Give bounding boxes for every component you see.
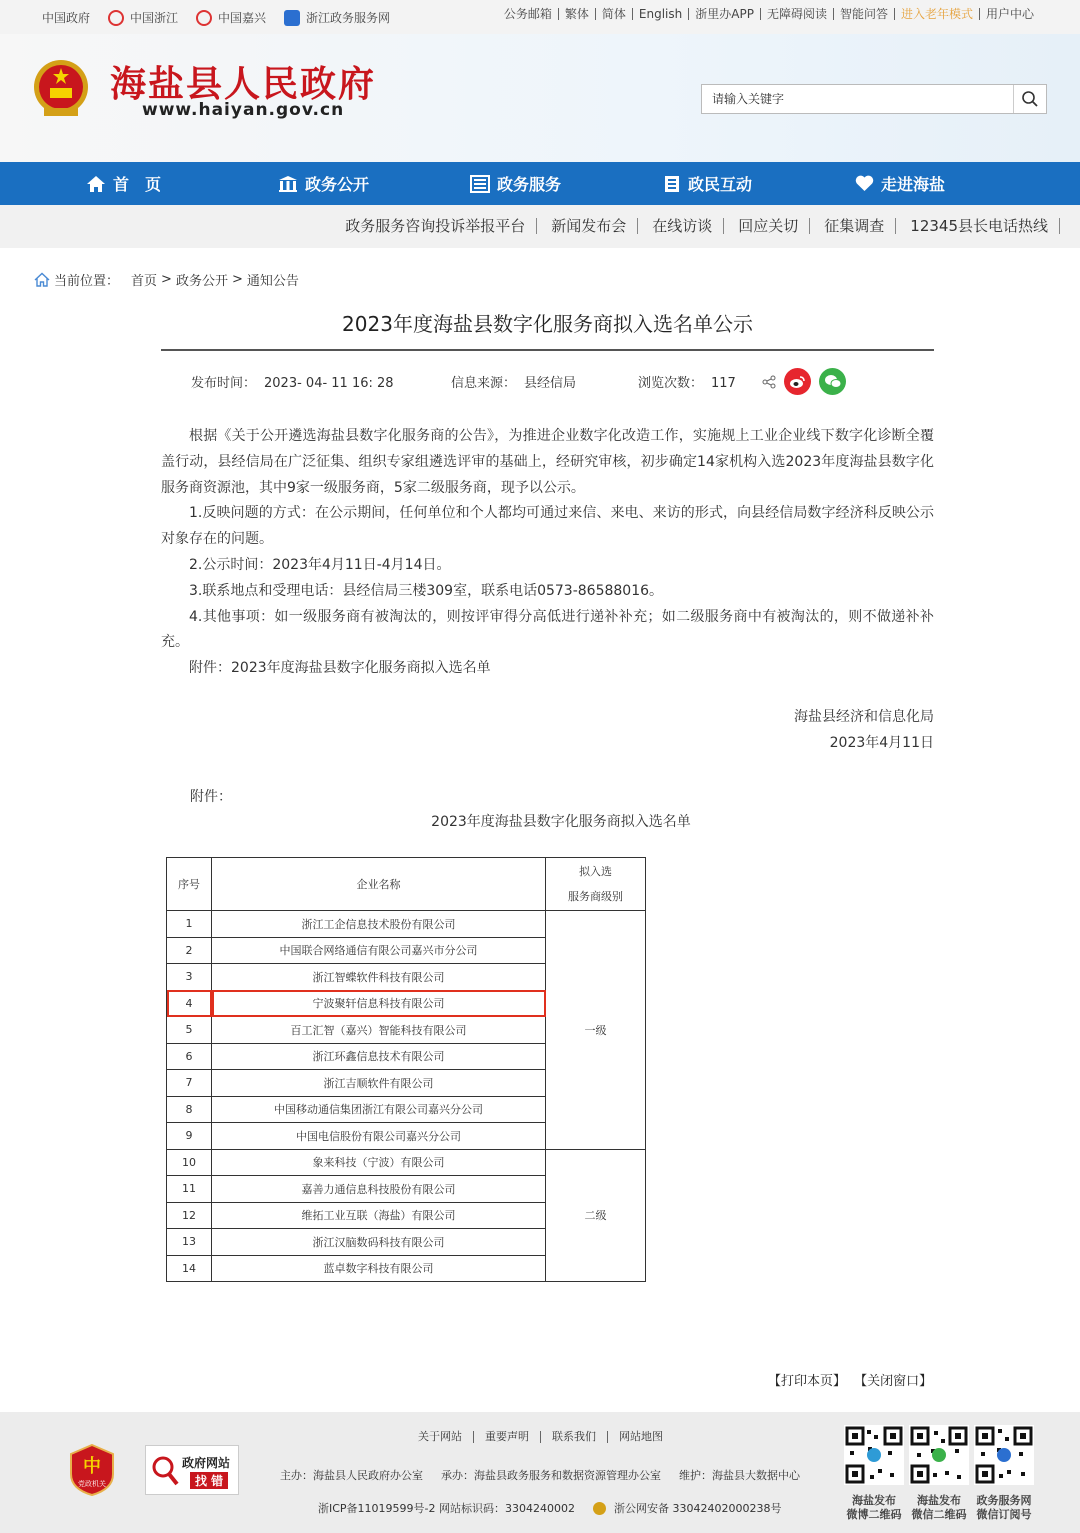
table-row: 10 象来科技（宁波）有限公司 二级 — [167, 1149, 646, 1176]
list-icon — [470, 175, 490, 193]
footer-host: 主办：海盐县人民政府办公室 — [280, 1469, 423, 1482]
header-level: 拟入选 服务商级别 — [546, 858, 646, 911]
article-title: 2023年度海盐县数字化服务商拟入选名单公示 — [342, 312, 753, 336]
subnav-hotline[interactable]: 12345县长电话热线 — [896, 218, 1060, 234]
magnifier-icon — [150, 1454, 180, 1488]
search-button[interactable] — [1013, 85, 1046, 113]
breadcrumb-sep: > — [231, 272, 243, 287]
share-icon[interactable] — [762, 375, 776, 389]
sub-nav — [0, 205, 1080, 248]
nav-gov-service[interactable]: 政务服务 — [470, 162, 561, 205]
article-body — [161, 424, 934, 682]
gov-site-error-report-badge[interactable]: 政府网站 找 错 — [145, 1445, 239, 1495]
attachment-label: 附件： — [190, 789, 232, 805]
table-row-highlighted: 4 宁波聚轩信息科技有限公司 — [167, 990, 646, 1017]
title-divider — [161, 349, 934, 351]
level-cell-2: 二级 — [546, 1149, 646, 1282]
table-row: 5 百工汇智（嘉兴）智能科技有限公司 — [167, 1017, 646, 1044]
footer-about[interactable]: 关于网站 — [418, 1430, 462, 1443]
table-row: 6 浙江环鑫信息技术有限公司 — [167, 1043, 646, 1070]
table-row: 13 浙江汉脑数码科技有限公司 — [167, 1229, 646, 1256]
breadcrumb — [34, 270, 299, 289]
sign-date: 2023年4月11日 — [829, 735, 934, 751]
view-count: 浏览次数： 117 — [638, 376, 736, 391]
info-source: 信息来源： 县经信局 — [451, 376, 577, 391]
share-bar — [762, 368, 846, 395]
table-row: 8 中国移动通信集团浙江有限公司嘉兴分公司 — [167, 1096, 646, 1123]
header-no: 序号 — [167, 858, 212, 911]
link-english[interactable]: English — [632, 8, 688, 20]
breadcrumb-home[interactable]: 首页 — [131, 274, 158, 289]
footer-contact[interactable]: 联系我们 — [540, 1431, 607, 1443]
site-url: www.haiyan.gov.cn — [142, 100, 345, 120]
breadcrumb-label: 当前位置： — [54, 274, 120, 289]
table-header-row — [167, 858, 646, 911]
link-zjzwfw[interactable]: 浙江政务服务网 — [284, 9, 390, 26]
search-box — [701, 84, 1047, 114]
svg-text:中: 中 — [83, 1456, 101, 1477]
nav-gov-affairs[interactable]: 政务公开 — [278, 162, 369, 205]
publish-time: 发布时间： 2023- 04- 11 16: 28 — [191, 376, 394, 391]
candidate-table — [166, 857, 646, 1282]
search-input[interactable] — [702, 85, 1014, 113]
zjzwfw-logo-icon — [284, 10, 300, 26]
link-elder-mode[interactable]: 进入老年模式 — [894, 8, 979, 20]
header-company: 企业名称 — [212, 858, 546, 911]
signer: 海盐县经济和信息化局 — [794, 709, 934, 725]
search-icon — [1021, 90, 1039, 108]
qr-label-weibo: 海盐发布 微博二维码 — [846, 1494, 902, 1521]
paragraph-2: 2.公示时间：2023年4月11日-4月14日。 — [189, 556, 451, 573]
paragraph-3: 3.联系地点和受理电话：县经信局三楼309室，联系电话0573-86588016。 — [189, 582, 664, 599]
party-gov-badge-icon[interactable] — [69, 1444, 115, 1496]
link-traditional[interactable]: 繁体 — [558, 8, 595, 20]
link-app[interactable]: 浙里办APP — [688, 8, 760, 20]
breadcrumb-gov-affairs[interactable]: 政务公开 — [175, 274, 228, 289]
table-row: 7 浙江吉顺软件有限公司 — [167, 1070, 646, 1097]
nav-about-haiyan[interactable]: 走进海盐 — [855, 162, 945, 205]
paragraph-attachment: 附件：2023年度海盐县数字化服务商拟入选名单 — [189, 660, 491, 677]
site-title[interactable]: 海盐县人民政府 — [110, 64, 377, 105]
site-header — [0, 34, 1080, 162]
table-row: 11 嘉善力通信息科技股份有限公司 — [167, 1176, 646, 1203]
table-title: 2023年度海盐县数字化服务商拟入选名单 — [431, 814, 691, 830]
table-row: 2 中国联合网络通信有限公司嘉兴市分公司 — [167, 937, 646, 964]
zhejiang-logo-icon — [108, 10, 124, 26]
table-row: 1 浙江工企信息技术股份有限公司 一级 — [167, 911, 646, 938]
national-emblem-icon — [32, 58, 90, 120]
nav-home[interactable]: 首 页 — [86, 162, 161, 205]
paragraph-intro: 根据《关于公开遴选海盐县数字化服务商的公告》，为推进企业数字化改造工作，实施规上工业企业线下数字化诊断全覆盖行动，县经信局在广泛征集、组织专家组遴选评审的基础上，经研究审核，初步确定14家机构入选2023年度海盐县数字化服务商资源池，其中9家一级服务商，5家二级服务商，现予以公示。 — [161, 428, 934, 496]
qr-label-zwfw: 政务服务网 微信订阅号 — [976, 1494, 1032, 1521]
paragraph-4: 4.其他事项：如一级服务商有被淘汰的，则按评审得分高低进行递补补充；如二级服务商中有被淘汰的，则不做递补补充。 — [161, 608, 934, 651]
table-row: 9 中国电信股份有限公司嘉兴分公司 — [167, 1123, 646, 1150]
footer-registration — [318, 1500, 781, 1516]
footer-org-info — [280, 1467, 800, 1483]
link-smart-qa[interactable]: 智能问答 — [833, 8, 894, 20]
breadcrumb-notice[interactable]: 通知公告 — [246, 274, 299, 289]
footer-statement[interactable]: 重要声明 — [473, 1431, 540, 1443]
footer-undertake: 承办：海盐县政务服务和数据资源管理办公室 — [441, 1469, 661, 1482]
heart-icon — [855, 175, 874, 192]
footer-icp[interactable]: 浙ICP备11019599号-2 网站标识码：3304240002 — [318, 1502, 575, 1515]
page-actions — [768, 1370, 932, 1389]
top-right-links — [498, 8, 1040, 20]
police-badge-icon — [593, 1502, 606, 1515]
weibo-share-icon[interactable] — [784, 368, 811, 395]
home-outline-icon — [34, 272, 50, 287]
subnav-online-interview[interactable]: 在线访谈 — [638, 218, 724, 234]
close-window-link[interactable]: 【关闭窗口】 — [854, 1374, 933, 1389]
table-row: 14 蓝卓数字科技有限公司 — [167, 1255, 646, 1282]
document-icon — [663, 175, 681, 193]
link-jiaxing[interactable]: 中国嘉兴 — [196, 9, 266, 26]
subnav-complaint-platform[interactable]: 政务服务咨询投诉举报平台 — [331, 218, 537, 234]
link-mail[interactable]: 公务邮箱 — [503, 7, 552, 21]
footer-sitemap[interactable]: 网站地图 — [607, 1431, 674, 1443]
zwfw-qr-code-icon — [974, 1425, 1034, 1485]
footer-links — [418, 1431, 674, 1443]
subnav-survey[interactable]: 征集调查 — [810, 218, 896, 234]
wechat-share-icon[interactable] — [819, 368, 846, 395]
site-footer — [0, 1412, 1080, 1533]
footer-police[interactable]: 浙公网安备 33042402000238号 — [614, 1502, 782, 1515]
subnav-press-conference[interactable]: 新闻发布会 — [537, 218, 638, 234]
link-zhejiang[interactable]: 中国浙江 — [108, 9, 178, 26]
top-left-links — [42, 9, 390, 26]
home-icon — [86, 175, 106, 193]
link-china-gov[interactable]: 中国政府 — [42, 11, 91, 25]
level-cell-1: 一级 — [546, 911, 646, 1150]
jiaxing-logo-icon — [196, 10, 212, 26]
breadcrumb-sep: > — [161, 272, 172, 287]
link-accessibility[interactable]: 无障碍阅读 — [760, 8, 833, 20]
link-user-center[interactable]: 用户中心 — [979, 8, 1040, 20]
svg-text:党政机关: 党政机关 — [78, 1480, 106, 1488]
footer-maintain: 维护：海盐县大数据中心 — [679, 1469, 800, 1482]
main-nav — [0, 162, 1080, 205]
nav-interaction[interactable]: 政民互动 — [663, 162, 752, 205]
wechat-qr-code-icon — [909, 1425, 969, 1485]
building-icon — [278, 175, 298, 193]
weibo-qr-code-icon — [844, 1425, 904, 1485]
print-page-link[interactable]: 【打印本页】 — [768, 1374, 847, 1389]
table-row: 3 浙江智蝶软件科技有限公司 — [167, 964, 646, 991]
top-bar — [0, 0, 1080, 34]
table-row: 12 维拓工业互联（海盐）有限公司 — [167, 1202, 646, 1229]
paragraph-1: 1.反映问题的方式：在公示期间，任何单位和个人都均可通过来信、来电、来访的形式，向县经信局数字经济科反映公示对象存在的问题。 — [161, 505, 934, 548]
qr-label-wechat: 海盐发布 微信二维码 — [911, 1494, 967, 1521]
link-simplified[interactable]: 简体 — [595, 8, 632, 20]
subnav-response[interactable]: 回应关切 — [724, 218, 810, 234]
